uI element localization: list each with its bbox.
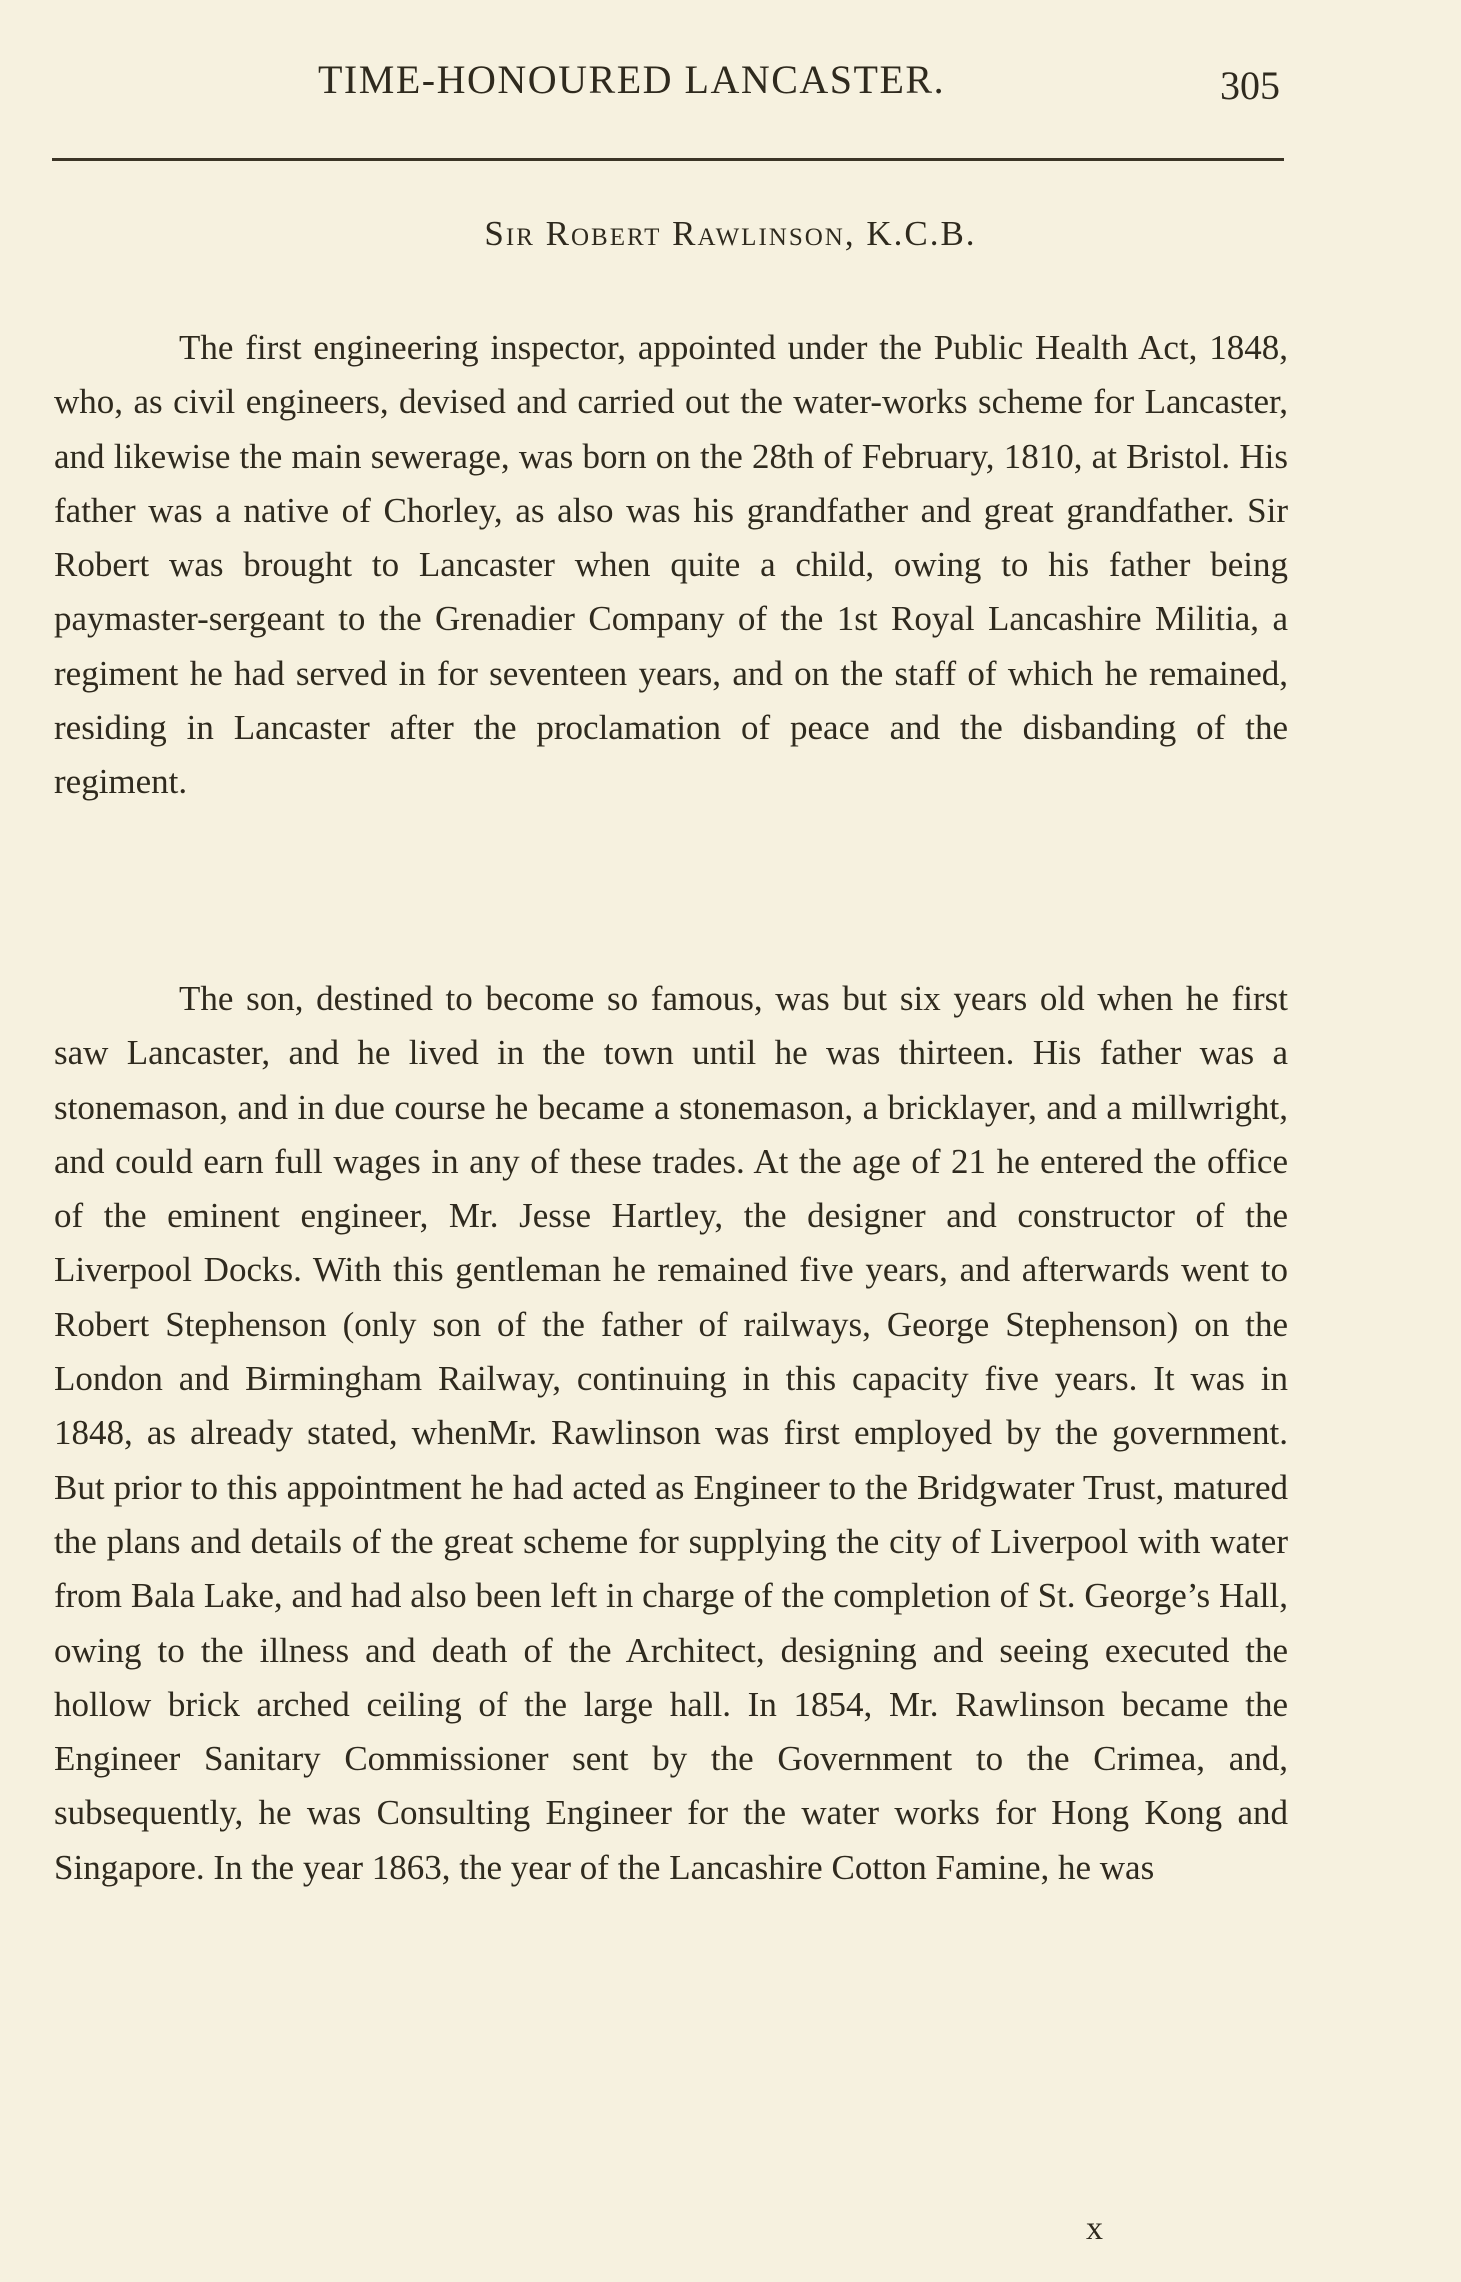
- page-number: 305: [1220, 63, 1280, 108]
- paragraph: The first engineering inspector, appointed under the Public Health Act, 1848, who, as civil engineers, devised and carried out the water-works scheme for Lancaster, and likewise the main sewerage, was born on the 28th of February, 1810, at Bristol. His father was a native of Chorley, as also was his grandfather and great grandfather. Sir Robert was brought to Lancaster when quite a child, owing to his father being paymaster-sergeant to the Grenadier Company of the 1st Royal Lancashire Militia, a regiment he had served in for seventeen years, and on the staff of which he remained, residing in Lancaster after the proclamation of peace and the disbanding of the regiment.: [54, 328, 1288, 802]
- header-rule: [52, 158, 1284, 161]
- paragraph: The son, destined to become so famous, was but six years old when he first saw Lancaster, and he lived in the town until he was thirteen. His father was a stonemason, and in due course he became a stonemason, a bricklayer, and a millwright, and could earn full wages in any of these trades. At the age of 21 he entered the office of the eminent engineer, Mr. Jesse Hartley, the designer and constructor of the Liverpool Docks. With this gentleman he remained five years, and afterwards went to Robert Stephenson (only son of the father of railways, George Stephenson) on the London and Birmingham Railway, continuing in this capacity five years. It was in 1848, as already stated, whenMr. Rawlinson was first employed by the government. But prior to this appointment he had acted as Engineer to the Bridgwater Trust, matured the plans and details of the great scheme for supplying the city of Liverpool with water from Bala Lake, and had also been left in charge of the completion of St. George’s Hall, owing to the illness and death of the Architect, designing and seeing executed the hollow brick arched ceiling of the large hall. In 1854, Mr. Rawlinson became the Engineer Sanitary Commissioner sent by the Government to the Crimea, and, subsequently, he was Consulting Engineer for the water works for Hong Kong and Singapore. In the year 1863, the year of the Lancashire Cotton Famine, he was: [54, 979, 1288, 1887]
- signature-mark: x: [1086, 2210, 1103, 2247]
- running-title: TIME-HONOURED LANCASTER.: [318, 57, 946, 102]
- section-title: Sir Robert Rawlinson, K.C.B.: [484, 214, 977, 253]
